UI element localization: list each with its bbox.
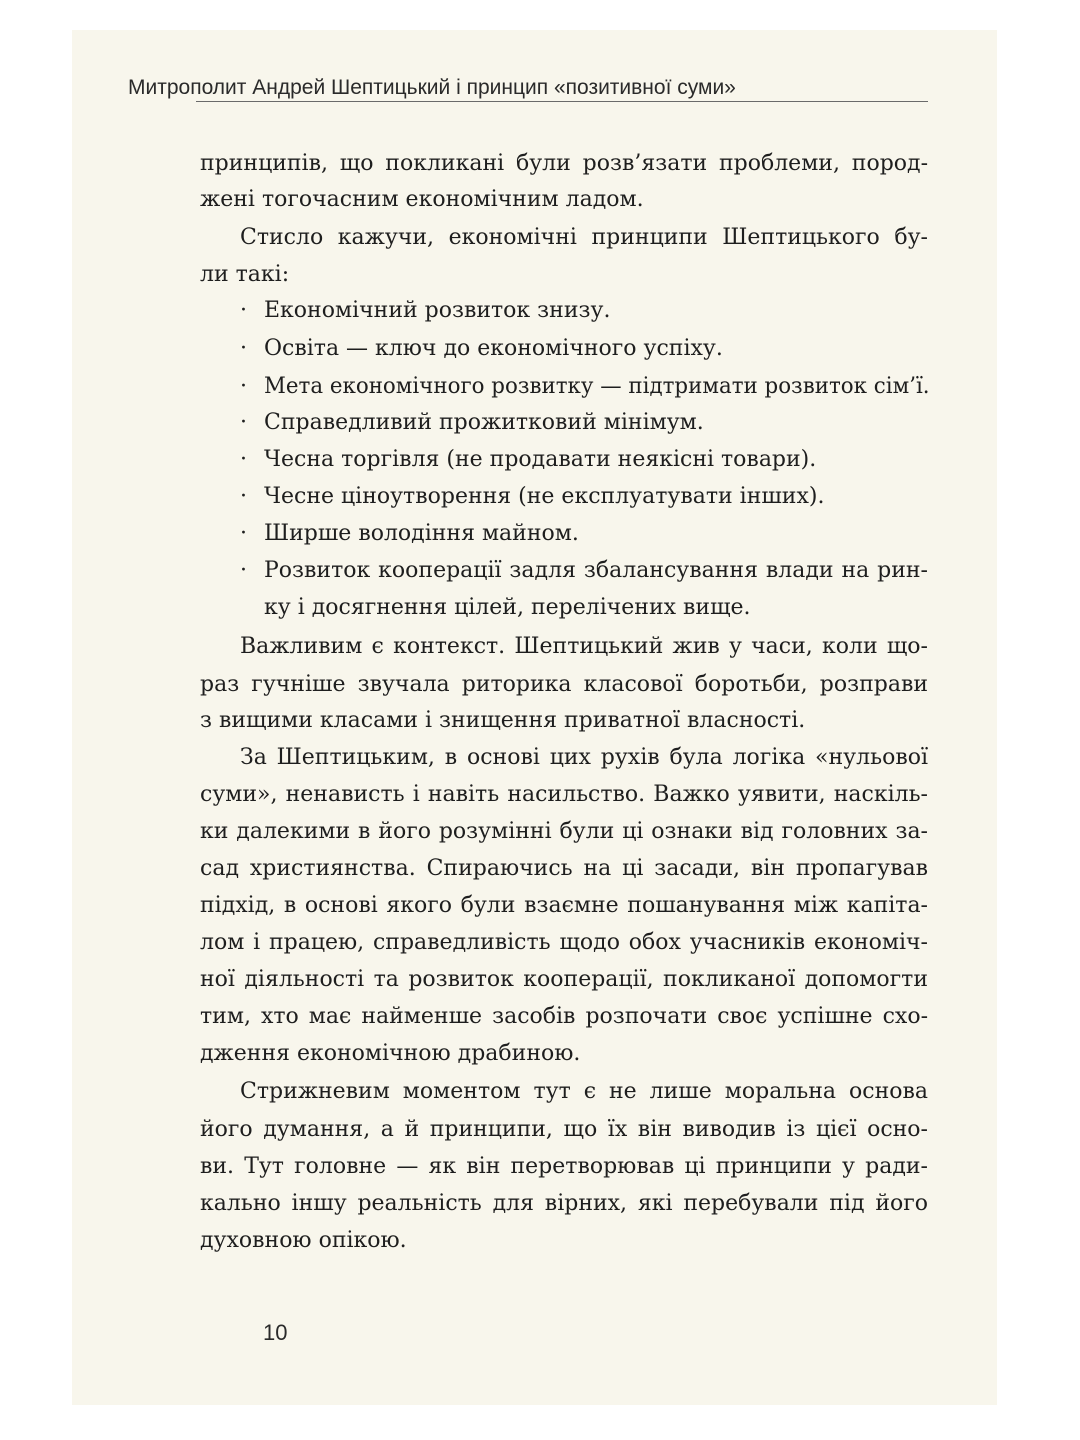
bullet-mark: · — [240, 336, 247, 361]
text-line: За Шептицьким, в основі цих рухів була логіка «нульової — [240, 745, 928, 770]
text-line: ли такі: — [200, 262, 290, 287]
header-rule — [196, 101, 928, 102]
bullet-mark: · — [240, 374, 247, 399]
text-line: суми», ненависть і навіть насильство. Важко уявити, наскіль- — [200, 782, 928, 807]
text-line: його думання, а й принципи, що їх він виводив із цієї осно- — [200, 1117, 928, 1142]
list-item-text: Справедливий прожитковий мінімум. — [264, 410, 704, 435]
text-line: Стисло кажучи, економічні принципи Шептицького бу- — [240, 225, 928, 250]
list-item-text: Освіта — ключ до економічного успіху. — [264, 336, 723, 361]
text-line: з вищими класами і знищення приватної власності. — [200, 708, 806, 733]
list-item-text: Розвиток кооперації задля збалансування влади на рин- — [264, 558, 928, 583]
list-item-text: Чесна торгівля (не продавати неякісні товари). — [264, 447, 817, 472]
bullet-mark: · — [240, 410, 247, 435]
text-line: Стрижневим моментом тут є не лише моральна основа — [240, 1079, 928, 1104]
text-line: підхід, в основі якого були взаємне пошанування між капіта- — [200, 893, 928, 918]
text-line: жені тогочасним економічним ладом. — [200, 187, 644, 212]
text-line: кально іншу реальність для вірних, які перебували під його — [200, 1191, 928, 1216]
running-head: Митрополит Андрей Шептицький і принцип «позитивної суми» — [128, 76, 736, 99]
text-line: ної діяльності та розвиток кооперації, покликаної допомогти — [200, 967, 928, 992]
list-item-text: Економічний розвиток знизу. — [264, 298, 611, 323]
list-item-text: Чесне ціноутворення (не експлуатувати інших). — [264, 484, 825, 509]
text-line: лом і працею, справедливість щодо обох учасників економіч- — [200, 930, 928, 955]
bullet-mark: · — [240, 558, 247, 583]
text-line: ки далекими в його розумінні були ці ознаки від головних за- — [200, 819, 928, 844]
list-item-text: Мета економічного розвитку — підтримати розвиток сім’ї. — [264, 374, 930, 399]
list-item-text: Ширше володіння майном. — [264, 521, 579, 546]
text-line: дження економічною драбиною. — [200, 1041, 581, 1066]
text-line: Важливим є контекст. Шептицький жив у часи, коли що- — [240, 634, 928, 659]
text-line: тим, хто має найменше засобів розпочати своє успішне схо- — [200, 1004, 928, 1029]
text-line: раз гучніше звучала риторика класової боротьби, розправи — [200, 672, 928, 697]
bullet-mark: · — [240, 298, 247, 323]
bullet-mark: · — [240, 447, 247, 472]
text-line: духовною опікою. — [200, 1228, 407, 1253]
text-line: ви. Тут головне — як він перетворював ці принципи у ради- — [200, 1154, 928, 1179]
bullet-mark: · — [240, 484, 247, 509]
list-item-text: ку і досягнення цілей, перелічених вище. — [264, 595, 751, 620]
bullet-mark: · — [240, 521, 247, 546]
text-line: принципів, що покликані були розв’язати проблеми, пород- — [200, 151, 928, 176]
text-line: сад християнства. Спираючись на ці засади, він пропагував — [200, 856, 928, 881]
page-number: 10 — [263, 1320, 288, 1345]
